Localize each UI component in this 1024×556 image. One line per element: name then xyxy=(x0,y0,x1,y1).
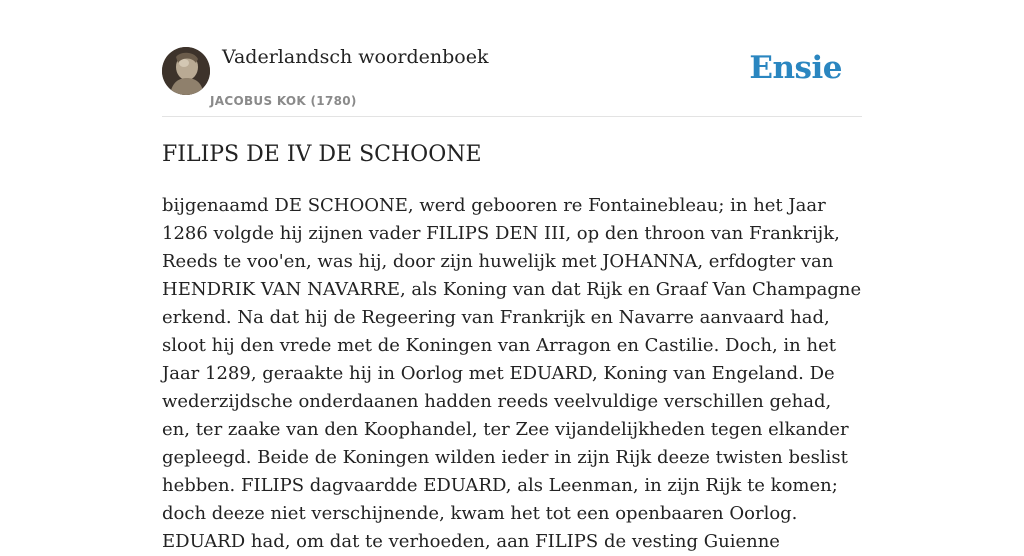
brand-logo[interactable]: Ensie xyxy=(749,50,842,86)
author-name[interactable]: JACOBUS KOK (1780) xyxy=(210,94,357,108)
entry-title: FILIPS DE IV DE SCHOONE xyxy=(162,142,482,167)
book-title[interactable]: Vaderlandsch woordenboek xyxy=(222,46,489,68)
author-portrait-icon[interactable] xyxy=(162,47,210,95)
entry-body: bijgenaamd DE SCHOONE, werd gebooren re Fontainebleau; in het Jaar 1286 volgde hij zijnen vader FILIPS DEN III, op den throon van Frankrijk, Reeds te voo'en, was hij, door zijn huwelijk met JOHANNA, erfdogter van HENDRIK VAN NAVARRE, als Koning van dat Rijk en Graaf Van Champagne erkend. Na dat hij de Regeering van Frankrijk en Navarre aanvaard had, sloot hij den vrede met de Koningen van Arragon en Castilie. Doch, in het Jaar 1289, geraakte hij in Oorlog met EDUARD, Koning van Engeland. De wederzijdsche onderdaanen hadden reeds veelvuldige verschillen gehad, en, ter zaake van den Koophandel, ter Zee vijandelijkheden tegen elkander gepleegd. Beide de Koningen wilden ieder in zijn Rijk deeze twisten beslist hebben. FILIPS dagvaardde EDUARD, als Leenman, in zijn Rijk te komen; doch deeze niet verschijnende, kwam het tot een openbaaren Oorlog. EDUARD had, om dat te verhoeden, aan FILIPS de vesting Guienne xyxy=(162,195,862,552)
page xyxy=(162,0,862,552)
header xyxy=(162,0,862,117)
